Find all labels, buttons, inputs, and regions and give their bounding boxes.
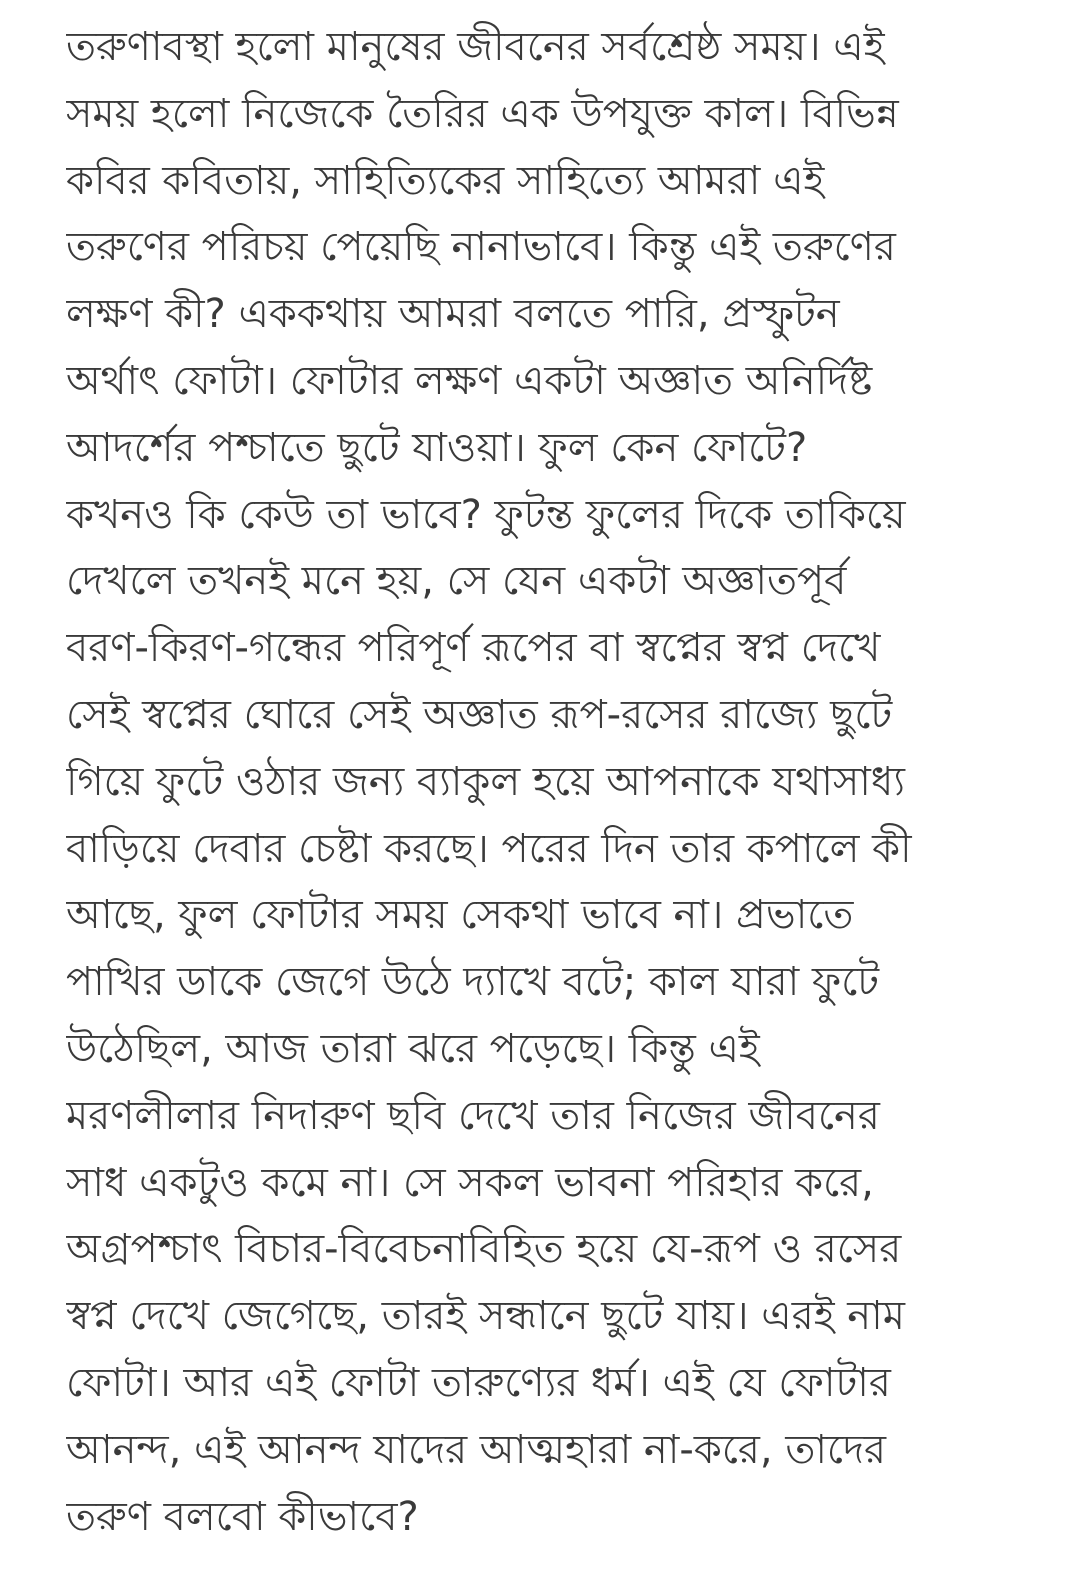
text-line: আদর্শের পশ্চাতে ছুটে যাওয়া। ফুল কেন ফোটে? bbox=[66, 424, 808, 471]
text-line: কবির কবিতায়, সাহিত্যিকের সাহিত্যে আমরা এই bbox=[66, 157, 825, 204]
text-line: লক্ষণ কী? এককথায় আমরা বলতে পারি, প্রস্ফুটন bbox=[66, 291, 840, 338]
article-body bbox=[66, 14, 1040, 1550]
text-line: তরুণ বলবো কীভাবে? bbox=[66, 1493, 419, 1540]
text-line: অগ্রপশ্চাৎ বিচার-বিবেচনাবিহিত হয়ে যে-রূপ ও রসের bbox=[66, 1226, 902, 1273]
text-line: বাড়িয়ে দেবার চেষ্টা করছে। পরের দিন তার কপালে কী bbox=[66, 825, 912, 872]
text-line: কখনও কি কেউ তা ভাবে? ফুটন্ত ফুলের দিকে তাকিয়ে bbox=[66, 491, 906, 538]
text-line: তরুণের পরিচয় পেয়েছি নানাভাবে। কিন্তু এই তরুণের bbox=[66, 224, 896, 271]
text-line: উঠেছিল, আজ তারা ঝরে পড়েছে। কিন্তু এই bbox=[66, 1025, 760, 1072]
text-line: দেখলে তখনই মনে হয়, সে যেন একটা অজ্ঞাতপূর্ব bbox=[66, 558, 847, 605]
text-line: তরুণাবস্থা হলো মানুষের জীবনের সর্বশ্রেষ্ঠ সময়। এই bbox=[66, 24, 885, 70]
text-line: পাখির ডাকে জেগে উঠে দ্যাখে বটে; কাল যারা ফুটে bbox=[66, 959, 880, 1006]
text-line: মরণলীলার নিদারুণ ছবি দেখে তার নিজের জীবনের bbox=[66, 1092, 880, 1139]
text-line: সেই স্বপ্নের ঘোরে সেই অজ্ঞাত রূপ-রসের রাজ্যে ছুটে bbox=[66, 691, 893, 738]
text-line: গিয়ে ফুটে ওঠার জন্য ব্যাকুল হয়ে আপনাকে যথাসাধ্য bbox=[66, 758, 905, 805]
text-line: সাধ একটুও কমে না। সে সকল ভাবনা পরিহার করে, bbox=[66, 1159, 874, 1206]
text-line: স্বপ্ন দেখে জেগেছে, তারই সন্ধানে ছুটে যায়। এরই নাম bbox=[66, 1293, 905, 1340]
text-line: আনন্দ, এই আনন্দ যাদের আত্মহারা না-করে, তাদের bbox=[66, 1426, 887, 1473]
text-line: ফোটা। আর এই ফোটা তারুণ্যের ধর্ম। এই যে ফোটার bbox=[66, 1359, 891, 1406]
text-line: আছে, ফুল ফোটার সময় সেকথা ভাবে না। প্রভাতে bbox=[66, 892, 854, 939]
text-line: সময় হলো নিজেকে তৈরির এক উপযুক্ত কাল। বিভিন্ন bbox=[66, 90, 899, 137]
text-line: বরণ-কিরণ-গন্ধের পরিপূর্ণ রূপের বা স্বপ্নের স্বপ্ন দেখে bbox=[66, 625, 881, 672]
text-line: অর্থাৎ ফোটা। ফোটার লক্ষণ একটা অজ্ঞাত অনির্দিষ্ট bbox=[66, 357, 873, 404]
